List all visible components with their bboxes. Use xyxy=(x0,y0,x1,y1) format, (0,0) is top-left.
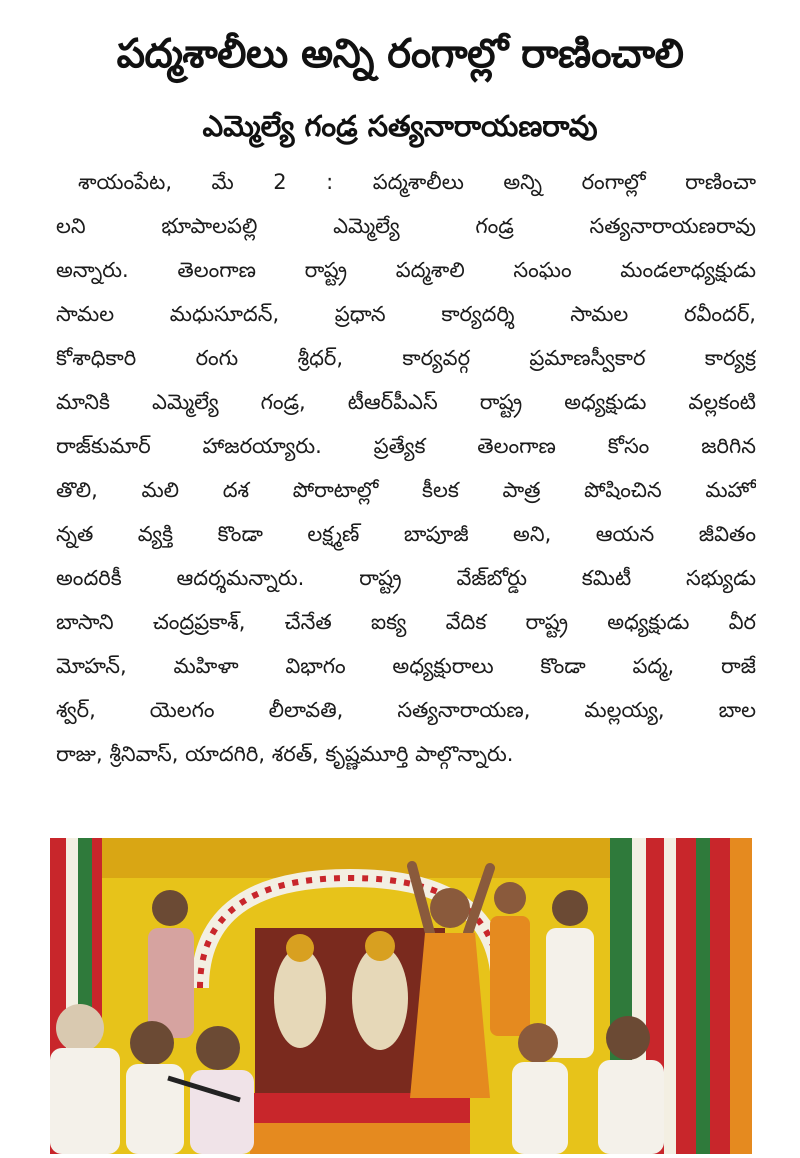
standing-man-left xyxy=(148,890,194,1038)
deity-idol-right xyxy=(352,946,408,1050)
body-line: న్నత వ్యక్తి కొండా లక్ష్మణ్ బాపూజీ అని, ఆయన జీవితం xyxy=(56,522,756,546)
body-line: రాజ్‌కుమార్ హాజరయ్యారు. ప్రత్యేక తెలంగాణ కోసం జరిగిన xyxy=(56,434,756,458)
body-line: మానికి ఎమ్మెల్యే గండ్ర, టీఆర్‌పీఎస్ రాష్ట్ర అధ్యక్షుడు వల్లకంటి xyxy=(56,390,756,414)
body-line: రాజు, శ్రీనివాస్, యాదగిరి, శరత్, కృష్ణమూర్తి పాల్గొన్నారు. xyxy=(56,742,514,766)
body-line: మోహన్, మహిళా విభాగం అధ్యక్షురాలు కొండా పద్మ, రాజే xyxy=(56,654,756,678)
body-line: కోశాధికారి రంగు శ్రీధర్, కార్యవర్గ ప్రమాణస్వీకార కార్యక్ర xyxy=(56,346,756,370)
subheadline: ఎమ్మెల్యే గండ్ర సత్యనారాయణరావు xyxy=(202,109,598,143)
body-line: శాయంపేట, మే 2 : పద్మశాలీలు అన్ని రంగాల్లో రాణించా xyxy=(78,170,756,194)
body-line: తొలి, మలి దశ పోరాటాల్లో కీలక పాత్ర పోషించిన మహో xyxy=(56,478,756,502)
body-line: శ్వర్, యెలగం లీలావతి, సత్యనారాయణ, మల్లయ్య, బాల xyxy=(56,698,756,722)
ceremony-photo-illustration xyxy=(50,838,752,1154)
body-line: లని భూపాలపల్లి ఎమ్మెల్యే గండ్ర సత్యనారాయణరావు xyxy=(56,214,756,238)
body-line: అందరికీ ఆదర్శమన్నారు. రాష్ట్ర వేజ్‌బోర్డు కమిటీ సభ్యుడు xyxy=(56,566,756,590)
body-line: అన్నారు. తెలంగాణ రాష్ట్ర పద్మశాలి సంఘం మండలాధ్యక్షుడు xyxy=(56,258,756,282)
body-line: సామల మధుసూదన్, ప్రధాన కార్యదర్శి సామల రవీందర్, xyxy=(56,302,756,326)
deity-idol-left xyxy=(274,948,326,1048)
ceremony-photo xyxy=(50,838,752,1154)
article-body xyxy=(56,160,756,776)
headline: పద్మశాలీలు అన్ని రంగాల్లో రాణించాలి xyxy=(116,31,684,77)
priest-raised-arms xyxy=(410,866,490,1098)
body-line: బాసాని చంద్రప్రకాశ్, చేనేత ఐక్య వేదిక రాష్ట్ర అధ్యక్షుడు వీర xyxy=(56,610,756,634)
